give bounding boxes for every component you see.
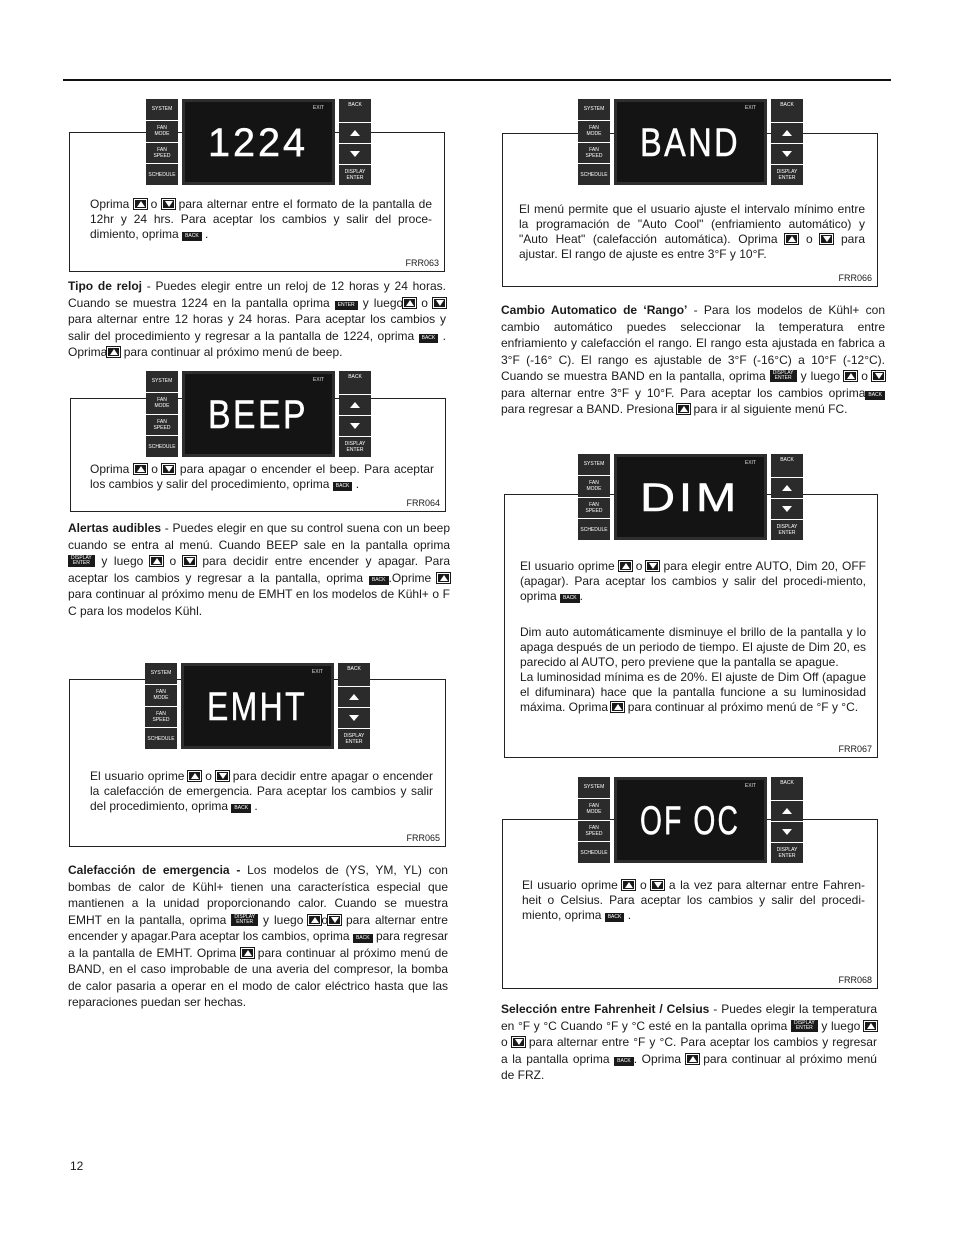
up-button[interactable] bbox=[339, 123, 371, 143]
fan-mode-button[interactable]: FAN MODE bbox=[146, 393, 178, 414]
fan-speed-button[interactable]: FAN SPEED bbox=[146, 415, 178, 436]
schedule-button[interactable]: SCHEDULE bbox=[578, 519, 610, 540]
up-arrow-icon bbox=[308, 915, 321, 925]
up-button[interactable] bbox=[338, 687, 370, 707]
up-arrow-icon bbox=[150, 556, 163, 566]
down-arrow-icon bbox=[782, 506, 792, 512]
down-arrow-icon bbox=[872, 371, 885, 381]
right-button-column bbox=[338, 663, 370, 749]
control-graphic bbox=[578, 454, 803, 540]
back-label: BACK bbox=[605, 913, 625, 922]
display-enter-label: DISPLAY ENTER bbox=[231, 914, 258, 926]
panel-caption: El menú permite que el usuario ajuste el intervalo mínimo entre la programación de "Auto Cool" (enfriamiento automático) y "Auto Heat" (calefacción automática). Oprima o para ajustar. El rango de ajuste es entre 3°F y 10°F. bbox=[519, 202, 865, 261]
down-arrow-icon bbox=[782, 151, 792, 157]
down-arrow-icon bbox=[350, 151, 360, 157]
segment-display bbox=[185, 102, 332, 182]
right-button-column bbox=[771, 99, 803, 185]
right-button-column bbox=[771, 777, 803, 863]
control-graphic bbox=[145, 663, 370, 749]
fan-mode-button[interactable]: FAN MODE bbox=[146, 121, 178, 142]
display-text: BEEP bbox=[208, 393, 308, 437]
system-button[interactable]: SYSTEM bbox=[578, 99, 610, 120]
schedule-button[interactable]: SCHEDULE bbox=[146, 436, 178, 457]
down-arrow-icon bbox=[782, 829, 792, 835]
display-enter-button[interactable]: DISPLAY ENTER bbox=[338, 729, 370, 749]
right-button-column bbox=[339, 99, 371, 185]
enter-label: ENTER bbox=[335, 301, 358, 310]
exit-label: EXIT bbox=[744, 460, 756, 466]
section-beep: Alertas audibles - Puedes elegir en que su control suena con un beep cuando se entra al menú. Cuando BEEP sale en la pantalla oprima DISPLAY ENTER y luego o para decidir entre encender y apagar. Para aceptar los cambios y regresar a la pantalla, oprima BACK .Oprime para continuar al próximo menu de EMHT en los modelos de Kühl+ o F C para los modelos Kühl. bbox=[68, 521, 450, 618]
thermostat-screen bbox=[181, 663, 334, 749]
system-button[interactable]: SYSTEM bbox=[578, 454, 610, 475]
up-arrow-icon bbox=[619, 561, 632, 571]
segment-display bbox=[185, 374, 332, 454]
thermostat-screen bbox=[614, 777, 767, 863]
left-button-column bbox=[578, 99, 610, 185]
fan-speed-button[interactable]: FAN SPEED bbox=[146, 143, 178, 164]
figure-code: FRR068 bbox=[838, 975, 872, 985]
back-label: BACK bbox=[614, 1057, 634, 1066]
segment-display bbox=[617, 780, 764, 860]
up-arrow-icon bbox=[350, 130, 360, 136]
schedule-button[interactable]: SCHEDULE bbox=[146, 164, 178, 185]
header-rule bbox=[63, 79, 891, 81]
exit-label: EXIT bbox=[312, 105, 324, 111]
up-arrow-icon bbox=[403, 298, 416, 308]
figure-code: FRR067 bbox=[838, 744, 872, 754]
back-label: BACK bbox=[369, 576, 389, 585]
control-graphic bbox=[578, 99, 803, 185]
system-button[interactable]: SYSTEM bbox=[578, 777, 610, 798]
down-arrow-icon bbox=[512, 1037, 525, 1047]
segment-display bbox=[184, 666, 331, 746]
down-button[interactable] bbox=[771, 499, 803, 519]
up-button[interactable] bbox=[339, 395, 371, 415]
left-button-column bbox=[145, 663, 177, 749]
fan-speed-button[interactable]: FAN SPEED bbox=[578, 143, 610, 164]
control-graphic bbox=[146, 99, 371, 185]
back-button[interactable]: BACK bbox=[339, 371, 371, 394]
display-enter-label: DISPLAY ENTER bbox=[791, 1020, 818, 1032]
display-enter-button[interactable]: DISPLAY ENTER bbox=[339, 437, 371, 457]
back-label: BACK bbox=[353, 934, 373, 943]
system-button[interactable]: SYSTEM bbox=[145, 663, 177, 684]
schedule-button[interactable]: SCHEDULE bbox=[578, 842, 610, 863]
display-enter-button[interactable]: DISPLAY ENTER bbox=[771, 843, 803, 863]
down-arrow-icon bbox=[328, 915, 341, 925]
up-arrow-icon bbox=[350, 402, 360, 408]
fan-mode-button[interactable]: FAN MODE bbox=[145, 685, 177, 706]
figure-code: FRR063 bbox=[405, 258, 439, 268]
exit-label: EXIT bbox=[744, 105, 756, 111]
back-button[interactable]: BACK bbox=[338, 663, 370, 686]
up-arrow-icon bbox=[677, 404, 690, 414]
panel-caption: El usuario oprime o para elegir entre AUTO, Dim 20, OFF (apagar). Para aceptar los cambios y salir del procedi-miento, oprima BACK . bbox=[520, 559, 867, 603]
up-button[interactable] bbox=[771, 478, 803, 498]
up-arrow-icon bbox=[864, 1021, 877, 1031]
fan-speed-button[interactable]: FAN SPEED bbox=[578, 821, 610, 842]
thermostat-screen bbox=[182, 99, 335, 185]
panel-caption: El usuario oprime o para decidir entre apagar o encender la calefacción de emergencia. Para aceptar los cambios y salir del procedimiento, oprima BACK . bbox=[90, 769, 433, 813]
section-fc: Selección entre Fahrenheit / Celsius - Puedes elegir la temperatura en °F y °C Cuando °F y °C esté en la pantalla oprima DISPLAY ENTER y luego o para alternar entre °F y °C. Para aceptar los cambios y regresar a la pantalla oprima BACK . Oprima para continuar al próximo menú de FRZ. bbox=[501, 1002, 878, 1082]
back-label: BACK bbox=[333, 482, 353, 491]
back-button[interactable]: BACK bbox=[771, 777, 803, 800]
left-button-column bbox=[578, 454, 610, 540]
display-text: OF OC bbox=[640, 799, 740, 843]
thermostat-screen bbox=[614, 99, 767, 185]
control-graphic bbox=[146, 371, 371, 457]
up-arrow-icon bbox=[349, 694, 359, 700]
down-button[interactable] bbox=[338, 708, 370, 728]
section-clock: Tipo de reloj - Puedes elegir entre un reloj de 12 horas y 24 horas. Cuando se muestra 1224 en la pantalla oprima ENTER y luego o para alternar entre 12 horas y 24 horas. Para aceptar los cambios y salir del procedimiento y regresar a la pantalla de 1224, oprima BACK . Oprima para continuar al próximo menú de beep. bbox=[68, 279, 446, 359]
display-text: 1224 bbox=[208, 121, 308, 165]
back-button[interactable]: BACK bbox=[771, 454, 803, 477]
up-arrow-icon bbox=[107, 347, 120, 357]
back-button[interactable]: BACK bbox=[339, 99, 371, 122]
control-graphic bbox=[578, 777, 803, 863]
exit-label: EXIT bbox=[311, 669, 323, 675]
fan-mode-button[interactable]: FAN MODE bbox=[578, 799, 610, 820]
down-arrow-icon bbox=[820, 234, 833, 244]
up-arrow-icon bbox=[134, 464, 147, 474]
display-enter-label: DISPLAY ENTER bbox=[68, 555, 95, 567]
fan-mode-button[interactable]: FAN MODE bbox=[578, 121, 610, 142]
down-arrow-icon bbox=[651, 880, 664, 890]
up-arrow-icon bbox=[622, 880, 635, 890]
down-arrow-icon bbox=[646, 561, 659, 571]
segment-display bbox=[617, 102, 764, 182]
left-button-column bbox=[578, 777, 610, 863]
system-button[interactable]: SYSTEM bbox=[146, 99, 178, 120]
down-arrow-icon bbox=[183, 556, 196, 566]
panel-caption: El usuario oprime o a la vez para alternar entre Fahren-heit o Celsius. Para aceptar los cambios y salir del procedi-miento, oprima BACK . bbox=[522, 878, 866, 922]
section-band: Cambio Automatico de ‘Rango’ - Para los modelos de Kühl+ con cambio automático puedes seleccionar la temperatura entre enfriamiento y calefacción el rango. El rango esta ajustada en fabrica a 3°F (-16° C). El rango es ajustable de 3°F (-16°C) a 10°F (-12°C). Cuando se muestra BAND en la pantalla, oprima DISPLAY ENTER y luego o para alternar entre 3°F y 10°F. Para aceptar los cambios oprima BACK para regresar a BAND. Presiona para ir al siguiente menú FC. bbox=[501, 303, 886, 416]
panel-caption: Oprima o para apagar o encender el beep. Para aceptar los cambios y salir del procedimiento, oprima BACK . bbox=[90, 462, 434, 491]
display-enter-label: DISPLAY ENTER bbox=[770, 370, 797, 382]
figure-code: FRR066 bbox=[838, 273, 872, 283]
back-label: BACK bbox=[182, 232, 202, 241]
up-arrow-icon bbox=[782, 485, 792, 491]
up-arrow-icon bbox=[437, 573, 450, 583]
up-arrow-icon bbox=[611, 702, 624, 712]
left-button-column bbox=[146, 371, 178, 457]
back-label: BACK bbox=[560, 594, 580, 603]
display-enter-button[interactable]: DISPLAY ENTER bbox=[771, 520, 803, 540]
up-arrow-icon bbox=[782, 130, 792, 136]
schedule-button[interactable]: SCHEDULE bbox=[578, 164, 610, 185]
back-label: BACK bbox=[419, 334, 439, 343]
fan-mode-button[interactable]: FAN MODE bbox=[578, 476, 610, 497]
thermostat-screen bbox=[182, 371, 335, 457]
back-button[interactable]: BACK bbox=[771, 99, 803, 122]
up-button[interactable] bbox=[771, 123, 803, 143]
system-button[interactable]: SYSTEM bbox=[146, 371, 178, 392]
up-arrow-icon bbox=[782, 808, 792, 814]
display-enter-button[interactable]: DISPLAY ENTER bbox=[339, 165, 371, 185]
display-enter-button[interactable]: DISPLAY ENTER bbox=[771, 165, 803, 185]
back-label: BACK bbox=[231, 804, 251, 813]
left-button-column bbox=[146, 99, 178, 185]
thermostat-screen bbox=[614, 454, 767, 540]
segment-display bbox=[617, 457, 764, 537]
down-button[interactable] bbox=[339, 144, 371, 164]
figure-code: FRR065 bbox=[406, 833, 440, 843]
up-arrow-icon bbox=[844, 371, 857, 381]
down-arrow-icon bbox=[433, 298, 446, 308]
up-arrow-icon bbox=[241, 948, 254, 958]
display-text: EMHT bbox=[207, 685, 307, 729]
page-number: 12 bbox=[70, 1159, 84, 1173]
up-arrow-icon bbox=[785, 234, 798, 244]
down-arrow-icon bbox=[350, 423, 360, 429]
down-arrow-icon bbox=[162, 199, 175, 209]
right-button-column bbox=[771, 454, 803, 540]
up-button[interactable] bbox=[771, 801, 803, 821]
down-button[interactable] bbox=[771, 144, 803, 164]
down-button[interactable] bbox=[771, 822, 803, 842]
figure-code: FRR064 bbox=[406, 498, 440, 508]
up-arrow-icon bbox=[188, 771, 201, 781]
display-text: DIM bbox=[640, 476, 740, 520]
schedule-button[interactable]: SCHEDULE bbox=[145, 728, 177, 749]
right-button-column bbox=[339, 371, 371, 457]
down-arrow-icon bbox=[216, 771, 229, 781]
down-button[interactable] bbox=[339, 416, 371, 436]
section-emht: Calefacción de emergencia - Los modelos de (YS, YM, YL) con bombas de calor de Kühl+ tienen una característica especial que mantienen a la unidad proporcionando calor. Cuando se muestra EMHT en la pantalla, oprima DISPLAY ENTER y luego o para alternar entre encender y apagar.Para aceptar los cambios, oprima BACK para regresar a la pantalla de EMHT. Oprima para continuar al próximo menú de BAND, en el caso improbable de una averia del compresor, la bomba de calor pasaria a operar en el modo de calor eléctrico hasta que las reparaciones puedan ser hechas. bbox=[68, 863, 449, 1009]
exit-label: EXIT bbox=[312, 377, 324, 383]
fan-speed-button[interactable]: FAN SPEED bbox=[145, 707, 177, 728]
panel-caption: Oprima o para alternar entre el formato de la pantalla de 12hr y 24 hrs. Para aceptar los cambios y salir del proce-dimiento, oprima BACK . bbox=[90, 197, 432, 241]
display-text: BAND bbox=[640, 121, 740, 165]
exit-label: EXIT bbox=[744, 783, 756, 789]
back-label: BACK bbox=[865, 391, 885, 400]
up-arrow-icon bbox=[134, 199, 147, 209]
up-arrow-icon bbox=[686, 1054, 699, 1064]
down-arrow-icon bbox=[162, 464, 175, 474]
down-arrow-icon bbox=[349, 715, 359, 721]
fan-speed-button[interactable]: FAN SPEED bbox=[578, 498, 610, 519]
panel-caption-dim-info: Dim auto automáticamente disminuye el brillo de la pantalla y lo apaga después de un periodo de tiempo. El ajuste de Dim 20, es parecido al AUTO, pero previene que la pantalla se apague. La luminosidad mínima es de 20%. El ajuste de Dim Off (apague el difuminara) hace que la pantalla funcione a su luminosidad máxima. Oprima para continuar al próximo menú de °F y °C. bbox=[520, 625, 866, 714]
